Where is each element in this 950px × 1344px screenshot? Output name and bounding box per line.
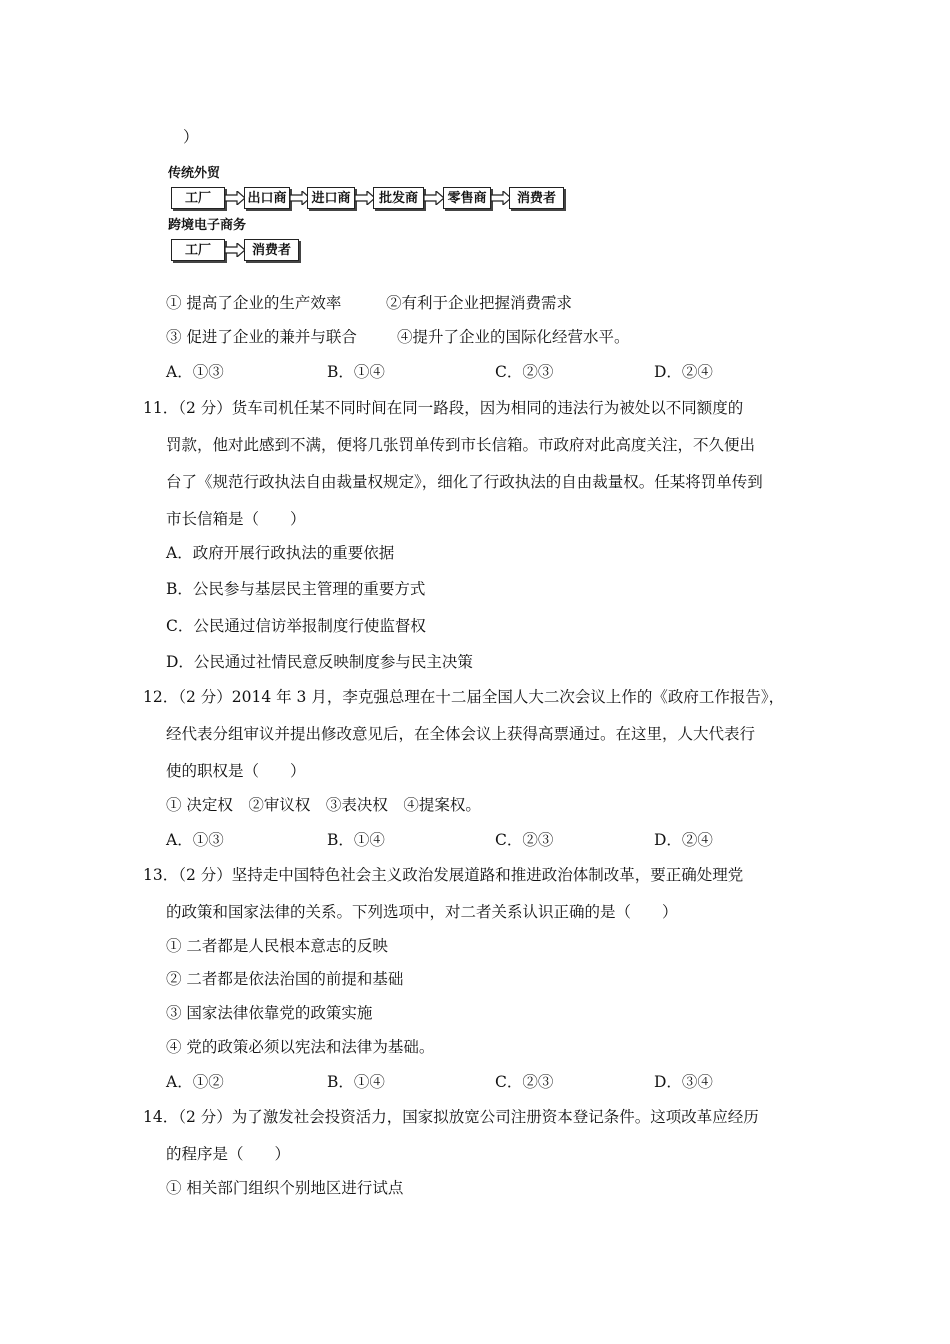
q10-item-4: ④提升了企业的国际化经营水平。 [397,328,630,346]
q11-stem-line-3: 台了《规范行政执法自由裁量权规定》，细化了行政执法的自由裁量权。任某将罚单传到 [166,473,763,491]
q10-option-b[interactable]: B．①④ [327,363,385,381]
q13-stem-line-1: 13．（2 分）坚持走中国特色社会主义政治发展道路和推进政治体制改革，要正确处理党 [143,866,744,884]
q10-item-2: ②有利于企业把握消费需求 [386,294,573,312]
flow-box-factory: 工厂 [171,187,225,209]
q10-item-1: ① 提高了企业的生产效率 [166,294,342,312]
q12-option-b[interactable]: B．①④ [327,831,385,849]
q11-option-b[interactable]: B．公民参与基层民主管理的重要方式 [166,580,426,598]
q14-stem-line-1: 14．（2 分）为了激发社会投资活力，国家拟放宽公司注册资本登记条件。这项改革应经历 [143,1108,759,1126]
q13-option-d[interactable]: D．③④ [654,1073,713,1091]
q12-items: ① 决定权 ②审议权 ③表决权 ④提案权。 [166,796,481,814]
q12-stem-line-1: 12．（2 分）2014 年 3 月，李克强总理在十二届全国人大二次会议上作的《政府工作报告》， [143,688,785,706]
crossborder-ecommerce-label: 跨境电子商务 [168,218,247,233]
flow-box-importer: 进口商 [307,187,355,209]
flow-arrow-icon [225,243,245,257]
q10-option-c[interactable]: C．②③ [495,363,554,381]
q13-item-2: ② 二者都是依法治国的前提和基础 [166,970,404,988]
q13-stem-line-2: 的政策和国家法律的关系。下列选项中，对二者关系认识正确的是（ ） [166,903,678,921]
traditional-trade-label: 传统外贸 [168,166,221,181]
q11-option-c[interactable]: C．公民通过信访举报制度行使监督权 [166,617,426,635]
flow-box-factory: 工厂 [171,239,225,261]
q14-item-1: ① 相关部门组织个别地区进行试点 [166,1179,404,1197]
q13-item-4: ④ 党的政策必须以宪法和法律为基础。 [166,1038,435,1056]
q13-option-a[interactable]: A．①② [166,1073,224,1091]
flow-arrow-icon [355,191,375,205]
q13-option-b[interactable]: B．①④ [327,1073,385,1091]
flow-arrow-icon [225,191,245,205]
flow-arrow-icon [491,191,511,205]
flow-box-consumer: 消费者 [244,239,299,261]
q13-item-3: ③ 国家法律依靠党的政策实施 [166,1004,373,1022]
q12-option-c[interactable]: C．②③ [495,831,554,849]
q11-option-d[interactable]: D．公民通过社情民意反映制度参与民主决策 [166,653,473,671]
flow-box-exporter: 出口商 [244,187,290,209]
q12-option-a[interactable]: A．①③ [166,831,224,849]
q13-item-1: ① 二者都是人民根本意志的反映 [166,937,388,955]
q12-option-d[interactable]: D．②④ [654,831,713,849]
q11-option-a[interactable]: A．政府开展行政执法的重要依据 [166,544,395,562]
flow-box-wholesaler: 批发商 [373,187,424,209]
q12-stem-line-3: 使的职权是（ ） [166,762,306,780]
q10-item-3: ③ 促进了企业的兼并与联合 [166,328,357,346]
flow-arrow-icon [424,191,444,205]
q11-stem-line-2: 罚款，他对此感到不满，便将几张罚单传到市长信箱。市政府对此高度关注，不久便出 [166,436,756,454]
flow-box-consumer: 消费者 [509,187,564,209]
q10-question-tail: ） [183,128,199,146]
q11-stem-line-1: 11．（2 分）货车司机任某不同时间在同一路段，因为相同的违法行为被处以不同额度的 [143,399,744,417]
q14-stem-line-2: 的程序是（ ） [166,1145,291,1163]
q11-stem-line-4: 市长信箱是（ ） [166,510,306,528]
q10-option-d[interactable]: D．②④ [654,363,713,381]
q13-option-c[interactable]: C．②③ [495,1073,554,1091]
flow-box-retailer: 零售商 [443,187,491,209]
q10-option-a[interactable]: A．①③ [166,363,224,381]
q12-stem-line-2: 经代表分组审议并提出修改意见后，在全体会议上获得高票通过。在这里，人大代表行 [166,725,756,743]
